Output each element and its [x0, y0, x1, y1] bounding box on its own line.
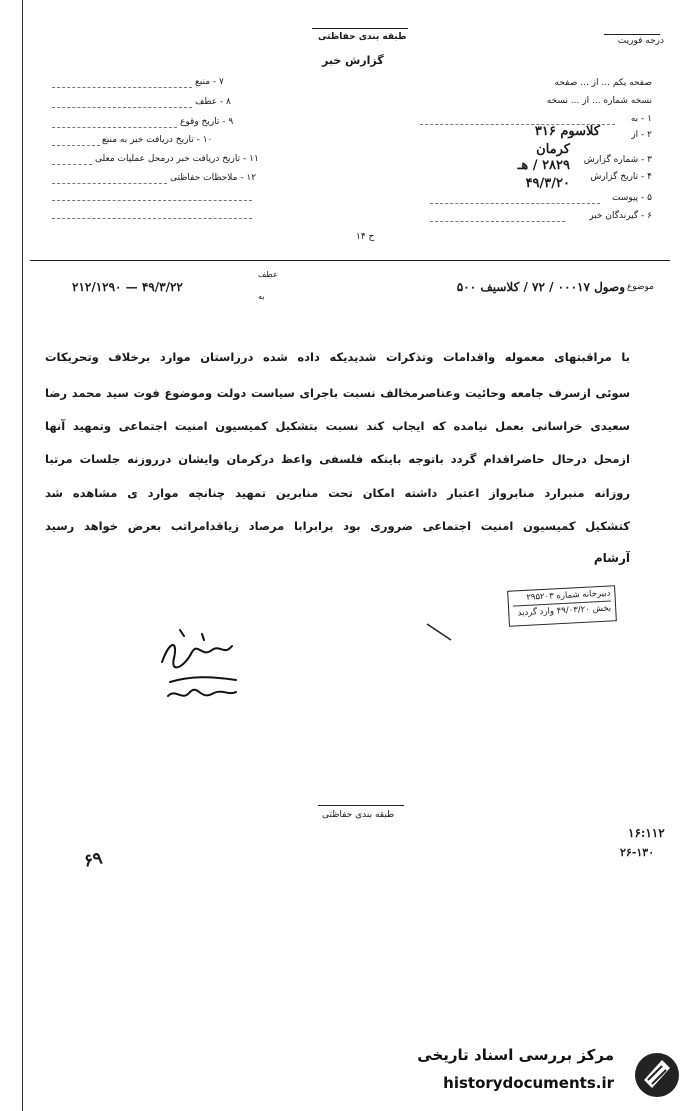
from-value: کلاسوم ۳۱۶	[534, 124, 600, 139]
body-line: سوئی ازسرف جامعه وحائیت وعناصرمخالف نسبت باجرای سیاست دولت وموضوع فوت سید محمد رضا	[45, 386, 630, 400]
subject-top-rule	[30, 260, 670, 261]
watermark-title: مرکز بررسی اسناد تاریخی	[417, 1046, 614, 1064]
body-line: ازمحل درحال حاضراقدام گردد باتوجه باینکه فلسفی واعظ درکرمان وایشان درروزنه جلسات مرتبا	[45, 452, 630, 466]
to-label: ۱ - به	[630, 114, 652, 124]
body-line: کتشکیل کمیسیون امنیت اجتماعی ضروری بود برابرابا مرصاد زیاقدامراتب بعرض خواهد رسید	[45, 519, 630, 533]
stamp-line-1: دبیرخانه شماره ۲۹۵۲۰۳	[526, 588, 611, 603]
center-note: ح ۱۴	[356, 232, 375, 242]
footer-classification-label: طبقه بندی حفاظتی	[322, 810, 395, 820]
left-field-notes-line	[52, 183, 167, 184]
from-label: ۲ - از	[631, 130, 652, 140]
report-date-value: ۴۹/۳/۲۰	[525, 176, 570, 191]
left-frame-line	[22, 0, 23, 1111]
left-field-received-line	[52, 145, 100, 146]
from-value-city: کرمان	[536, 142, 570, 157]
reference-number: ۴۹/۳/۲۲ — ۲۱۲/۱۲۹۰	[72, 280, 183, 294]
body-line: روزانه منبرارد منابرواز اعتبار داشته امکان تحت منابرین تمهید چنانچه موارد ی مشاهده شد	[45, 486, 630, 500]
left-field-occurrence-line	[52, 127, 177, 128]
archive-logo-icon	[632, 1050, 682, 1100]
report-number-label: ۳ - شماره گزارش	[583, 155, 652, 165]
ref-label: به	[258, 292, 265, 301]
report-date-label: ۴ - تاریخ گزارش	[590, 172, 652, 182]
left-field-source: ۷ - منبع	[195, 77, 224, 87]
subject-text: وصول ۰۰۰۱۷ / ۷۲ / کلاسیف ۵۰۰	[456, 280, 625, 294]
registry-stamp	[507, 585, 617, 627]
left-blank-line-2	[52, 218, 252, 219]
recipients-label: ۶ - گیرندگان خبر	[589, 211, 652, 221]
attachment-line	[430, 203, 600, 204]
left-field-atf-line	[52, 107, 192, 108]
watermark-url: historydocuments.ir	[443, 1074, 614, 1092]
classification-label: طبقه بندی حفاظتی	[318, 32, 407, 42]
atf-label: عطف	[258, 270, 278, 279]
left-field-source-line	[52, 87, 192, 88]
report-title: گزارش خبر	[322, 54, 384, 67]
priority-label: درجه فوریت	[617, 36, 664, 46]
priority-underline	[604, 34, 660, 35]
stamp-line-2: بخش ۴۹/۰۳/۲۰ وارد گردید	[513, 600, 612, 618]
left-field-atf: ۸ - عطف	[195, 97, 231, 107]
page-count-field: صفحه یکم ... از ... صفحه	[554, 78, 652, 88]
footer-classification-line	[318, 805, 404, 806]
attachment-label: ۵ - پیوست	[611, 193, 652, 203]
classification-top-line	[312, 28, 408, 29]
margin-number: ۶۹	[82, 848, 105, 872]
signature-icon	[140, 622, 250, 712]
report-number-value: ۲۸۲۹ / هـ	[517, 158, 570, 173]
left-field-occurrence-date: ۹ - تاریخ وقوع	[180, 117, 234, 127]
left-field-operations-date: ۱۱ - تاریخ دریافت خبر درمحل عملیات معلی	[95, 154, 259, 164]
left-blank-line-1	[52, 200, 252, 201]
signoff: آرشام	[593, 551, 630, 565]
file-code: ۱۶:۱۱۲	[628, 826, 665, 840]
subject-label: موضوع	[626, 282, 654, 292]
watermark	[412, 1046, 682, 1100]
copy-count-field: نسخه شماره ... از ... نسخه	[546, 96, 652, 106]
left-field-operations-line	[52, 164, 92, 165]
recipients-line	[430, 221, 565, 222]
file-code-2: ۲۶-۱۳۰	[620, 846, 655, 859]
left-field-received-date: ۱۰ - تاریخ دریافت خبر به منبع	[102, 135, 213, 145]
left-field-security-notes: ۱۲ - ملاحظات حفاظتی	[170, 173, 257, 183]
pen-mark-icon	[425, 620, 455, 644]
body-line: با مراقبتهای معموله واقدامات وتذکرات شدیدیکه داده شده درراستان موارد برخلاف وتحریکات	[45, 350, 630, 364]
body-line: سعیدی خراسانی بعمل نیامده که ایجاب کند نسبت بتشکیل کمیسیون امنیت اجتماعی وتمهید آنها	[45, 419, 630, 433]
